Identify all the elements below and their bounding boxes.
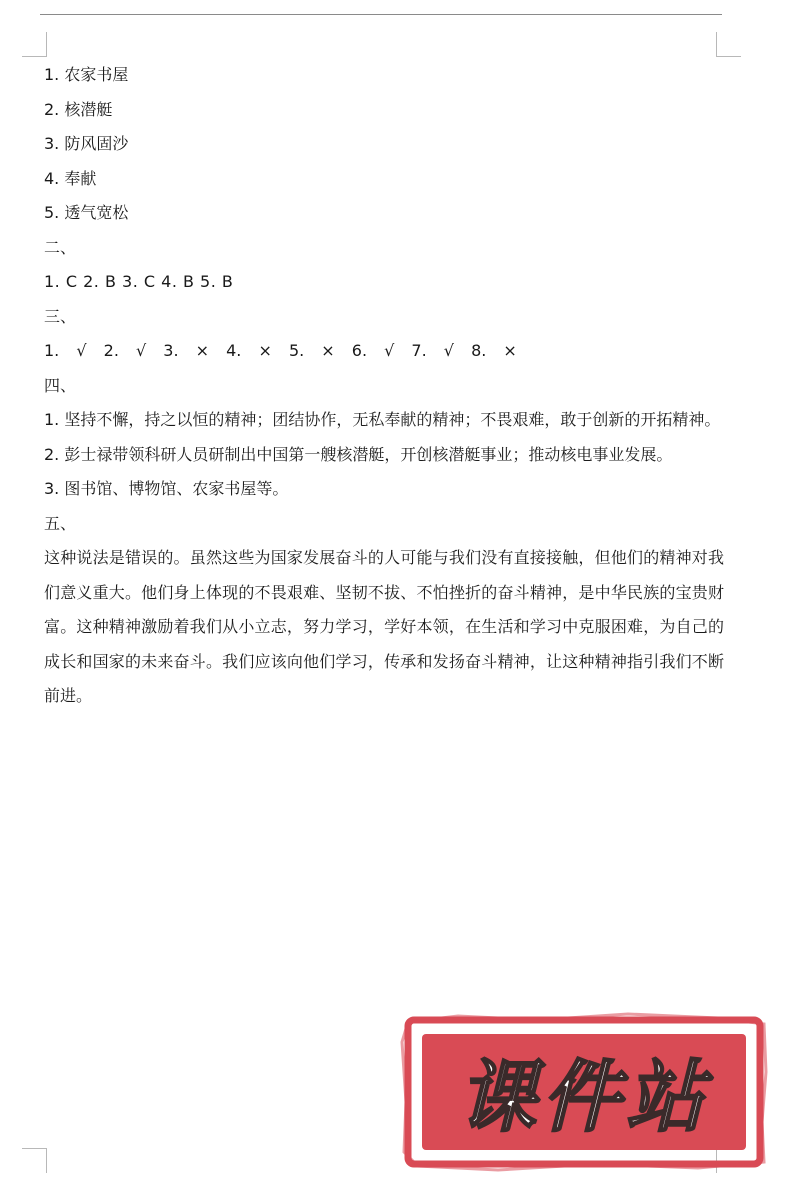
- answer-paragraph: 1. 坚持不懈，持之以恒的精神；团结协作，无私奉献的精神；不畏艰难，敢于创新的开拓精神。: [44, 410, 721, 429]
- essay-paragraph: 这种说法是错误的。虽然这些为国家发展奋斗的人可能与我们没有直接接触，但他们的精神对我们意义重大。他们身上体现的不畏艰难、坚韧不拔、不怕挫折的奋斗精神，是中华民族的宝贵财富。这种精神激励着我们从小立志，努力学习，学好本领，在生活和学习中克服困难，为自己的成长和国家的未来奋斗。我们应该向他们学习，传承和发扬奋斗精神，让这种精神指引我们不断前进。: [44, 548, 724, 705]
- header-rule: [40, 14, 722, 15]
- section-heading: 三、: [44, 306, 77, 326]
- judgement-answers: 1. √ 2. √ 3. × 4. × 5. × 6. √ 7. √ 8. ×: [44, 341, 517, 360]
- answer-item: 2. 核潜艇: [44, 99, 113, 119]
- answer-paragraph: 3. 图书馆、博物馆、农家书屋等。: [44, 479, 289, 498]
- answer-paragraph: 2. 彭士禄带领科研人员研制出中国第一艘核潜艇，开创核潜艇事业；推动核电事业发展。: [44, 444, 673, 464]
- answer-item: 3. 防风固沙: [44, 134, 129, 153]
- answer-item: 4. 奉献: [44, 168, 97, 188]
- section-heading: 四、: [44, 375, 77, 395]
- document-body: [44, 58, 724, 714]
- watermark-stamp: [398, 1012, 770, 1172]
- section-heading: 二、: [44, 237, 77, 257]
- watermark-text: 课件站: [457, 1053, 711, 1143]
- page-corner-mark: [22, 1148, 47, 1173]
- page-corner-mark: [22, 32, 47, 57]
- choice-answers: 1. C 2. B 3. C 4. B 5. B: [44, 272, 234, 291]
- page-corner-mark: [716, 32, 741, 57]
- answer-item: 1. 农家书屋: [44, 65, 129, 84]
- answer-item: 5. 透气宽松: [44, 203, 129, 222]
- section-heading: 五、: [44, 513, 77, 533]
